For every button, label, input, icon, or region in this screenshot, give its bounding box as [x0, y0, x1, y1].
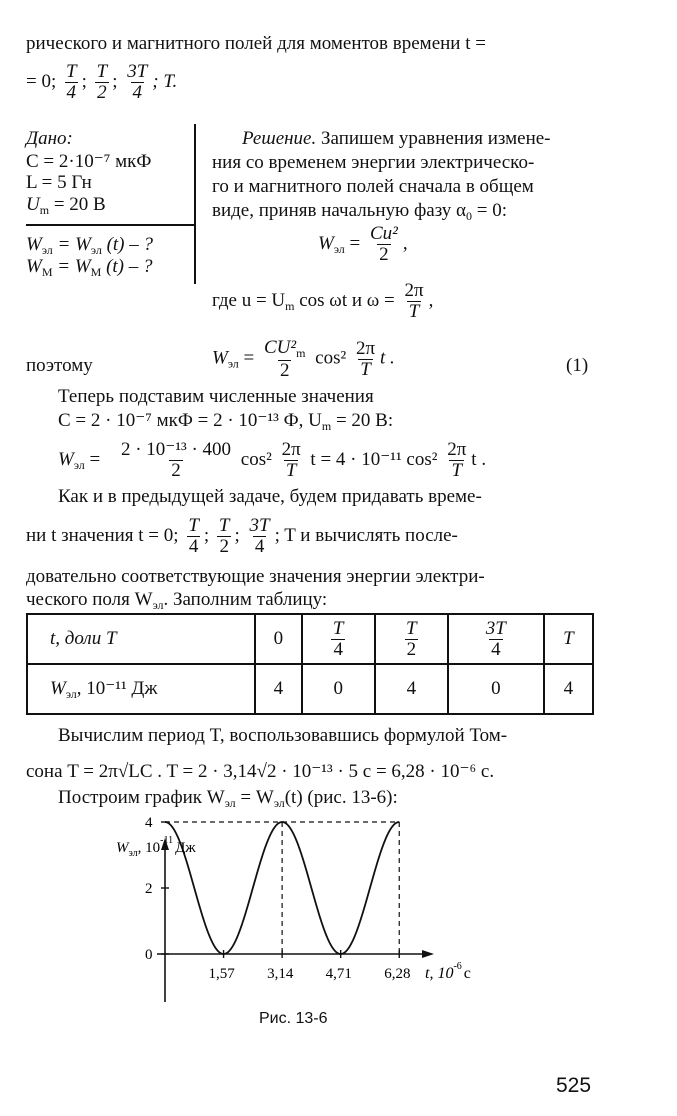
substitute-line-2: C = 2 · 10⁻⁷ мкФ = 2 · 10⁻¹³ Ф, $U_m = 20$ В:	[58, 410, 394, 433]
fraction-numeric: $\frac{\text{2 · 10⁻¹³ · 400}}{2}$	[120, 439, 232, 481]
table-cell: 0	[448, 664, 544, 714]
equation-1: $W_{эл}$ = $\frac{CU^2_m}{2}$ cos² $\frac{2\pi}{T}$ t .	[212, 337, 395, 381]
solution-line-1: Решение. Запишем уравнения измене-	[242, 128, 551, 149]
given-voltage: $U_m = 20$ В	[26, 194, 106, 217]
fraction-cu2-2: $\frac{\text{Cu²}}{2}$	[369, 223, 398, 265]
table-cell: $\frac{T}{2}$	[375, 614, 448, 664]
paragraph-line-4: ческого поля $W_{эл}$. Заполним таблицу:	[26, 589, 328, 612]
therefore-word: поэтому	[26, 355, 93, 376]
fraction-3t-4-b: $\frac{3T}{4}$	[249, 515, 270, 557]
x-tick-label: 6,28	[384, 966, 411, 982]
find-magnetic-energy: $W_М = W_М$ (t) – ?	[26, 256, 153, 279]
paragraph-line-3: довательно соответствующие значения энергии электри-	[26, 566, 485, 587]
y-tick-label: 2	[145, 881, 153, 897]
figure-caption: Рис. 13-6	[259, 1010, 328, 1027]
fraction-t-2: $\frac{T}{2}$	[96, 61, 108, 103]
equation-voltage: где $u = U_m$ cos ωt и ω = $\frac{2\pi}{T}$ ,	[212, 280, 434, 322]
table-header-time: t, доли T	[27, 614, 255, 664]
table-cell: T	[544, 614, 593, 664]
y-tick-label: 4	[145, 815, 153, 831]
given-inductance: L = 5 Гн	[26, 172, 92, 193]
x-axis-arrow	[422, 950, 434, 958]
intro-line-1: рического и магнитного полей для моментов времени t =	[26, 33, 486, 54]
y-tick-label: 0	[145, 947, 153, 963]
paragraph-line-2: ни t значения t = 0; $\frac{T}{4}$ ; $\frac{T}{2}$ ; $\frac{3T}{4}$ ; T и вычислять после-	[26, 515, 458, 557]
solution-line-4: виде, приняв начальную фазу $\alpha_0 = 0$:	[212, 200, 508, 223]
period-line-1: Вычислим период T, воспользовавшись формулой Том-	[58, 725, 508, 746]
chart-xlabel: t, $10^{-6}$ с	[425, 961, 471, 982]
period-line-3: Построим график $W_{эл} = W_{эл}(t)$ (рис. 13-6):	[58, 787, 398, 810]
fraction-2pi-t: $\frac{2\pi}{T}$	[404, 280, 424, 322]
fraction-t-4-b: $\frac{T}{4}$	[188, 515, 199, 557]
x-tick-label: 3,14	[267, 966, 294, 982]
paragraph-line-1: Как и в предыдущей задаче, будем придавать време-	[58, 486, 482, 507]
given-capacitance: C = 2·10⁻⁷ мкФ	[26, 151, 152, 172]
period-line-2: сона T = 2π√LC . T = 2 · 3,14√2 · 10⁻¹³ · 5 с = 6,28 · 10⁻⁶ с.	[26, 761, 495, 782]
x-tick-label: 1,57	[208, 966, 235, 982]
fraction-2pi-t-b: $\frac{2\pi}{T}$	[447, 439, 467, 481]
table-cell: $\frac{T}{4}$	[302, 614, 375, 664]
equation-energy-general: $W_{эл}$ = $\frac{\text{Cu²}}{2}$ ,	[318, 223, 408, 265]
solution-line-3: го и магнитного полей сначала в общем	[212, 176, 534, 197]
page-number: 525	[556, 1074, 592, 1097]
given-title: Дано:	[26, 128, 73, 149]
find-electric-energy: $W_{эл} = W_{эл}$ (t) – ?	[26, 234, 154, 257]
fraction-2pi-t-a: $\frac{2\pi}{T}$	[281, 439, 301, 481]
table-cell: 4	[544, 664, 593, 714]
chart-ylabel: $W_{эл}$, $10^{-11}$ Дж	[116, 835, 196, 859]
fraction-cum2-2: $\frac{CU^2_m}{2}$	[263, 337, 306, 381]
table-cell: 0	[255, 614, 302, 664]
equation-label-1: (1)	[566, 355, 589, 376]
fraction-t-2-b: $\frac{T}{2}$	[218, 515, 230, 557]
intro-line-2: = 0; $\frac{T}{4}$ ; $\frac{T}{2}$ ; $\frac{3T}{4}$ ; T.	[26, 61, 178, 103]
table-cell: 4	[255, 664, 302, 714]
solution-line-2: ния со временем энергии электрическо-	[212, 152, 535, 173]
equation-numeric: $W_{эл}$ = $\frac{\text{2 · 10⁻¹³ · 400}}{2}$ cos² $\frac{2\pi}{T}$ t = 4 · 10⁻¹¹ cos² $\frac{2\pi}{T}$ t .	[58, 439, 487, 481]
fraction-3t-4: $\frac{3T}{4}$	[127, 61, 148, 103]
x-tick-label: 4,71	[325, 966, 352, 982]
substitute-line-1: Теперь подставим численные значения	[58, 386, 374, 407]
fraction-t-4: $\frac{T}{4}$	[66, 61, 77, 103]
table-cell: 4	[375, 664, 448, 714]
table-header-energy: $W_{эл}$, 10⁻¹¹ Дж	[27, 664, 255, 714]
fraction-2pi-t-eq1: $\frac{2\pi}{T}$	[355, 337, 376, 380]
table-cell: 0	[302, 664, 375, 714]
table-cell: $\frac{3T}{4}$	[448, 614, 544, 664]
